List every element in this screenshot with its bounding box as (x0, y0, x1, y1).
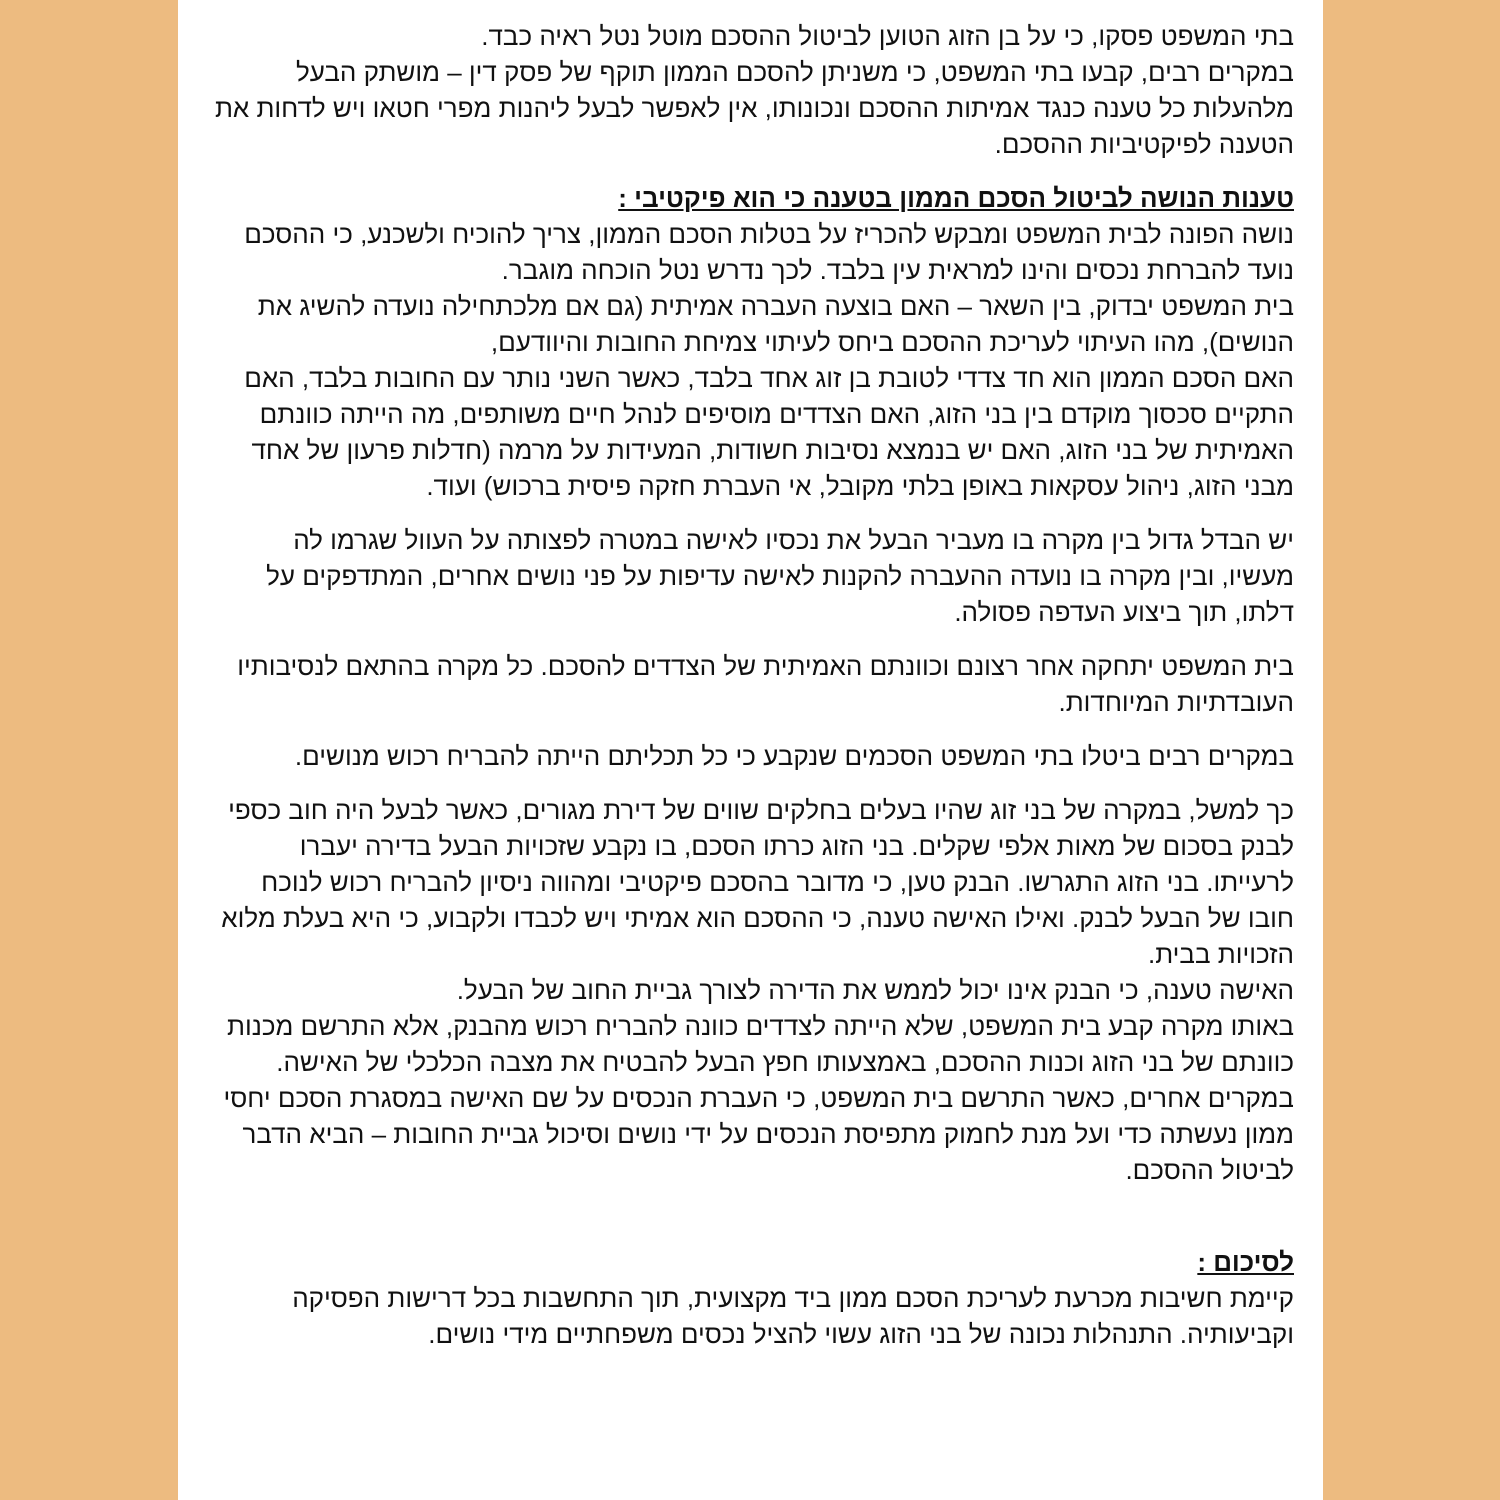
intro-paragraph-1: בתי המשפט פסקו, כי על בן הזוג הטוען לביטול ההסכם מוטל נטל ראיה כבד. (481, 21, 1294, 51)
document-page (178, 0, 1323, 1500)
court-investigates-paragraph: בית המשפט יתחקה אחר רצונם וכוונתם האמיתית של הצדדים להסכם. כל מקרה בהתאם לנסיבותיו העובדתיות המיוחדות. (237, 651, 1294, 717)
example-paragraph-3: באותו מקרה קבע בית המשפט, שלא הייתה לצדדים כוונה להבריח רכוש מהבנק, אלא התרשם מכנות כוונתם של בני הזוג וכנות ההסכם, באמצעותו חפץ הבעל להבטיח את מצבה הכלכלי של האישה. (226, 1011, 1294, 1077)
intro-paragraph-2: במקרים רבים, קבעו בתי המשפט, כי משניתן להסכם הממון תוקף של פסק דין – מושתק הבעל מלהעלות כל טענה כנגד אמיתות ההסכם ונכונותו, אין לאפשר לבעל ליהנות מפרי חטאו ויש לדחות את הטענה לפיקטיביות ההסכם. (214, 57, 1294, 159)
difference-paragraph: יש הבדל גדול בין מקרה בו מעביר הבעל את נכסיו לאישה במטרה לפצותה על העוול שגרמו לה מעשיו, ובין מקרה בו נועדה ההעברה להקנות לאישה עדיפות על פני נושים אחרים, המתדפקים על דלתו, תוך ביצוע העדפה פסולה. (266, 525, 1294, 627)
summary-paragraph: קיימת חשיבות מכרעת לעריכת הסכם ממון ביד מקצועית, תוך התחשבות בכל דרישות הפסיקה וקביעותיה. התנהלות נכונה של בני הזוג עשוי להציל נכסים משפחתיים מידי נושים. (292, 1283, 1294, 1349)
summary-heading: לסיכום : (1197, 1247, 1294, 1277)
many-cases-paragraph: במקרים רבים ביטלו בתי המשפט הסכמים שנקבע כי כל תכליתם הייתה להבריח רכוש מנושים. (294, 741, 1294, 771)
example-paragraph-2: האישה טענה, כי הבנק אינו יכול לממש את הדירה לצורך גביית החוב של הבעל. (456, 975, 1294, 1005)
example-paragraph-1: כך למשל, במקרה של בני זוג שהיו בעלים בחלקים שווים של דירת מגורים, כאשר לבעל היה חוב כספי לבנק בסכום של מאות אלפי שקלים. בני הזוג כרתו הסכם, בו נקבע שזכויות הבעל בדירה יעברו לרעייתו. בני הזוג התגרשו. הבנק טען, כי מדובר בהסכם פיקטיבי ומהווה ניסיון להבריח רכוש לנוכח חובו של הבעל לבנק. ואילו האישה טענה, כי ההסכם הוא אמיתי ויש לכבדו ולקבוע, כי היא בעלת מלוא הזכויות בבית. (221, 795, 1294, 969)
example-paragraph-4: במקרים אחרים, כאשר התרשם בית המשפט, כי העברת הנכסים על שם האישה במסגרת הסכם יחסי ממון נעשתה כדי ועל מנת לחמוק מתפיסת הנכסים על ידי נושים וסיכול גביית החובות – הביא הדבר לביטול ההסכם. (223, 1083, 1294, 1185)
section-heading: טענות הנושה לביטול הסכם הממון בטענה כי הוא פיקטיבי : (618, 183, 1294, 213)
section-paragraph-1: נושה הפונה לבית המשפט ומבקש להכריז על בטלות הסכם הממון, צריך להוכיח ולשכנע, כי ההסכם נועד להברחת נכסים והינו למראית עין בלבד. לכך נדרש נטל הוכחה מוגבר. (244, 219, 1294, 285)
section-paragraph-3: האם הסכם הממון הוא חד צדדי לטובת בן זוג אחד בלבד, כאשר השני נותר עם החובות בלבד, האם התקיים סכסוך מוקדם בין בני הזוג, האם הצדדים מוסיפים לנהל חיים משותפים, מה הייתה כוונתם האמיתית של בני הזוג, האם יש בנמצא נסיבות חשודות, המעידות על מרמה (חדלות פרעון של אחד מבני הזוג, ניהול עסקאות באופן בלתי מקובל, אי העברת חזקה פיסית ברכוש) ועוד. (244, 363, 1294, 501)
document-body (214, 18, 1294, 1352)
section-paragraph-2: בית המשפט יבדוק, בין השאר – האם בוצעה העברה אמיתית (גם אם מלכתחילה נועדה להשיג את הנושים), מהו העיתוי לעריכת ההסכם ביחס לעיתוי צמיחת החובות והיוודעם, (257, 291, 1294, 357)
